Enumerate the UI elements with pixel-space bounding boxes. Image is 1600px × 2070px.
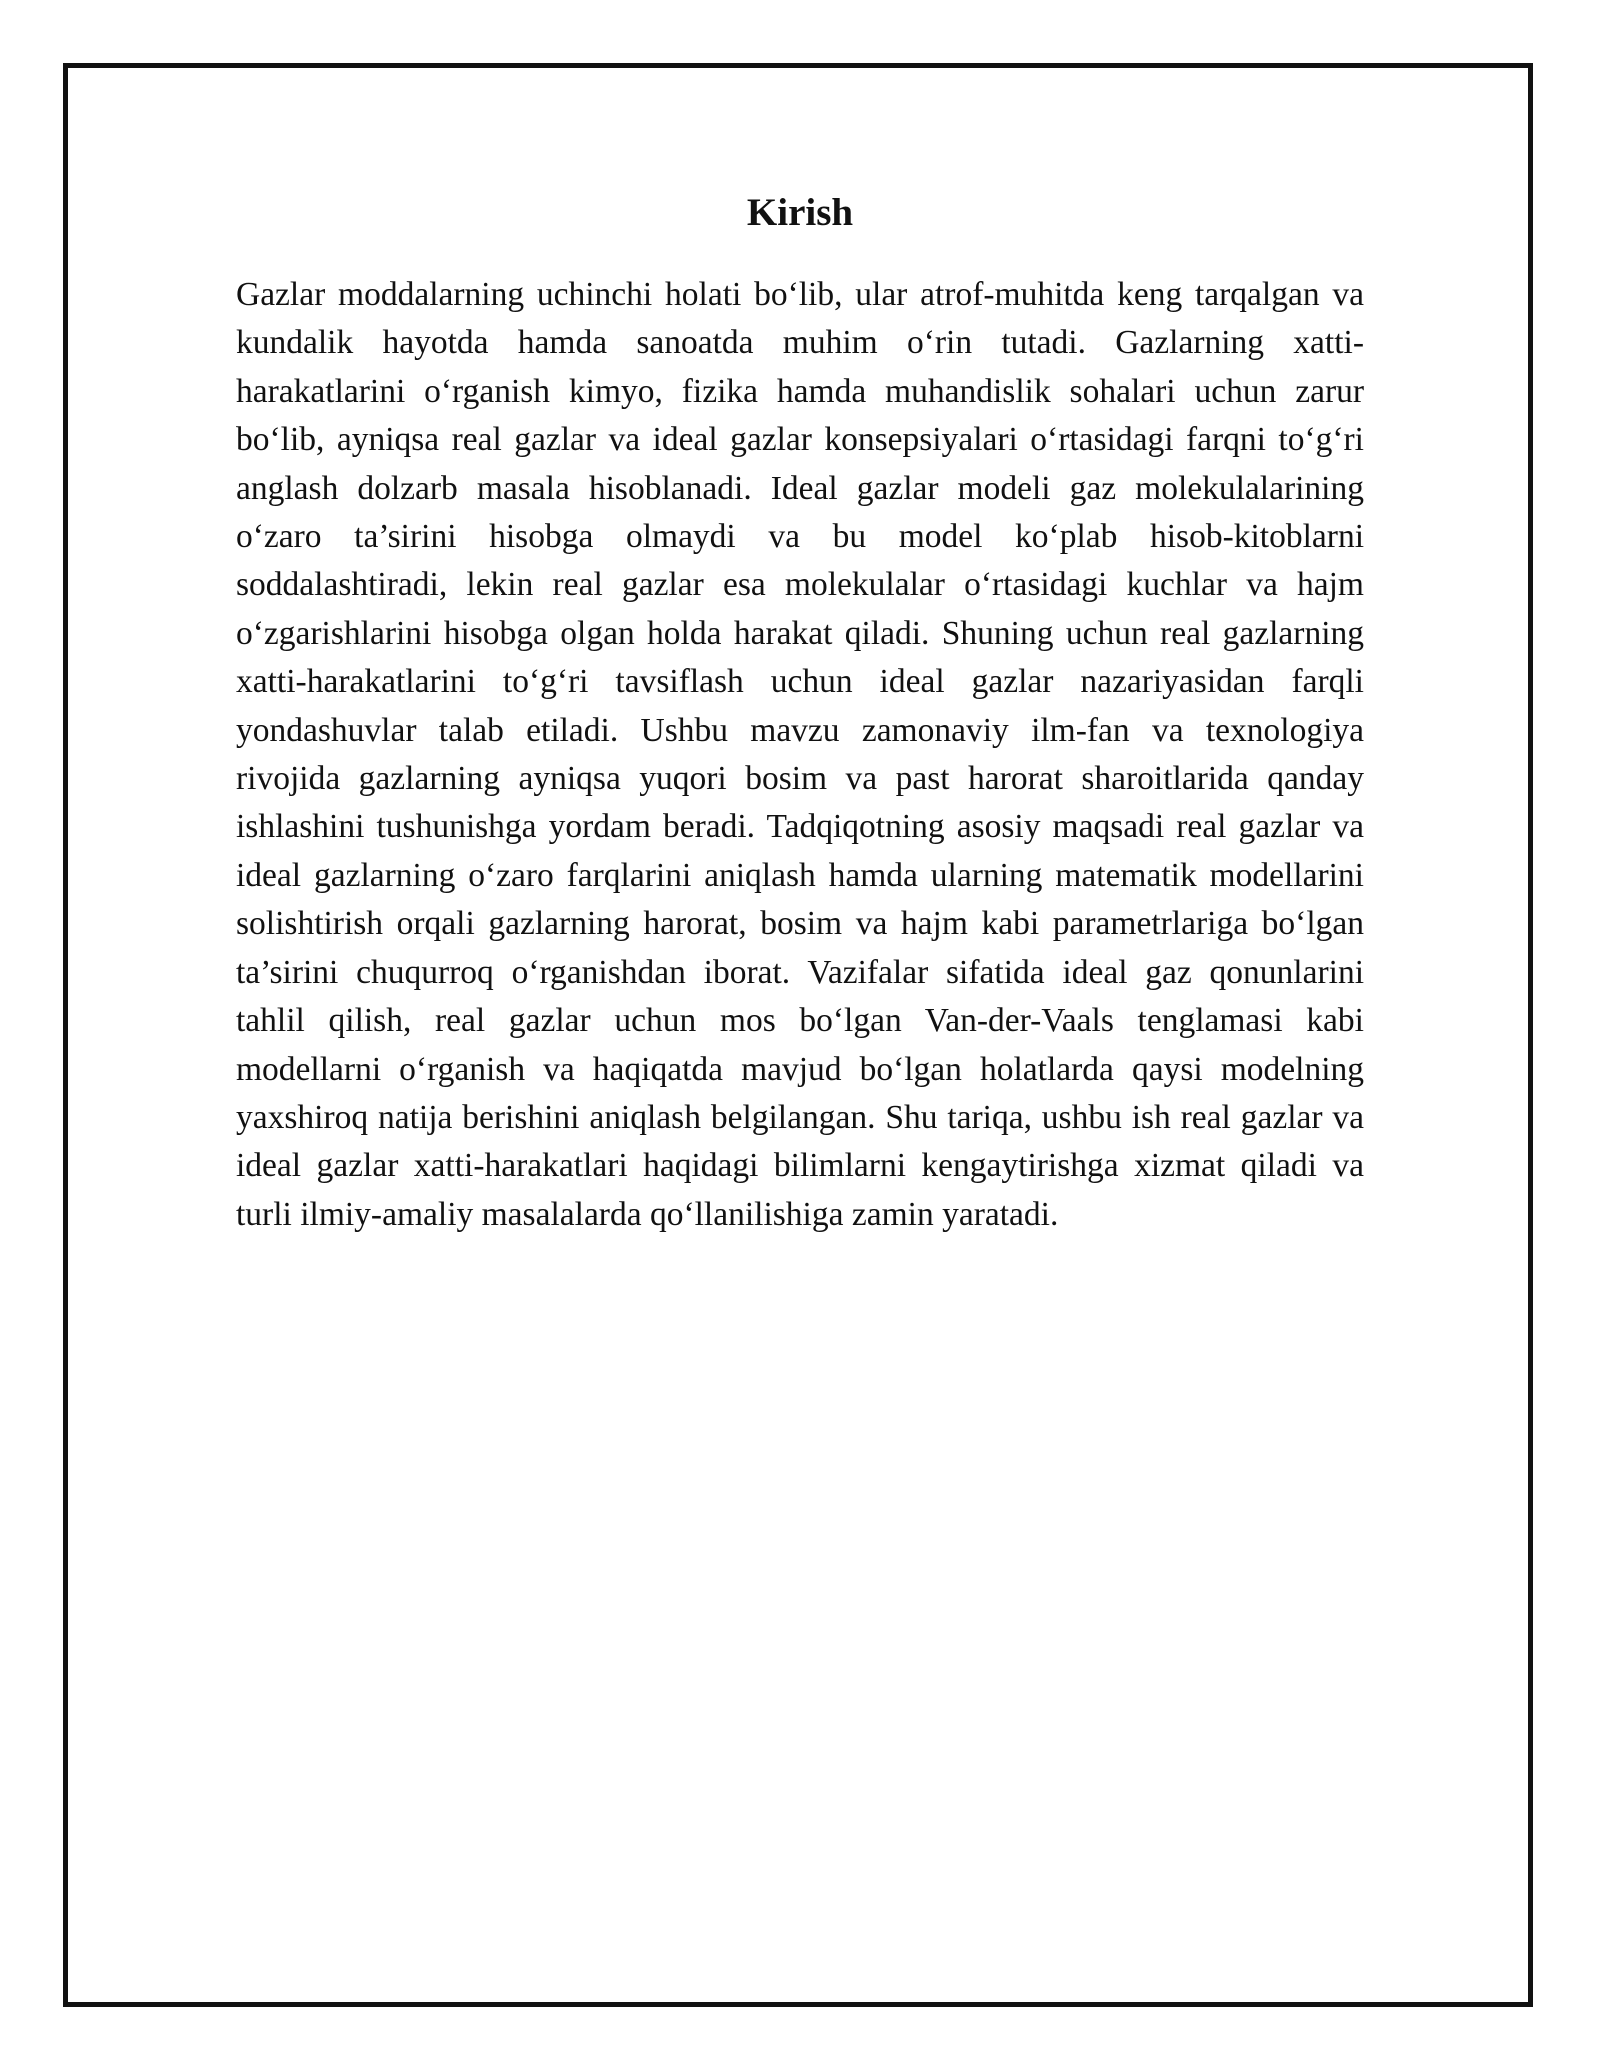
page-content [236,185,1364,1239]
page-title: Kirish [746,191,854,234]
body-paragraph: Gazlar moddalarning uchinchi holati bo‘lib, ular atrof-muhitda keng tarqalgan va kundalik hayotda hamda sanoatda muhim o‘rin tutadi. Gazlarning xatti-harakatlarini o‘rganish kimyo, fizika hamda muhandislik sohalari uchun zarur bo‘lib, ayniqsa real gazlar va ideal gazlar konsepsiyalari o‘rtasidagi farqni to‘g‘ri anglash dolzarb masala hisoblanadi. Ideal gazlar modeli gaz molekulalarining o‘zaro ta’sirini hisobga olmaydi va bu model ko‘plab hisob-kitoblarni soddalashtiradi, lekin real gazlar esa molekulalar o‘rtasidagi kuchlar va hajm o‘zgarishlarini hisobga olgan holda harakat qiladi. Shuning uchun real gazlarning xatti-harakatlarini to‘g‘ri tavsiflash uchun ideal gazlar nazariyasidan farqli yondashuvlar talab etiladi. Ushbu mavzu zamonaviy ilm-fan va texnologiya rivojida gazlarning ayniqsa yuqori bosim va past harorat sharoitlarida qanday ishlashini tushunishga yordam beradi. Tadqiqotning asosiy maqsadi real gazlar va ideal gazlarning o‘zaro farqlarini aniqlash hamda ularning matematik modellarini solishtirish orqali gazlarning harorat, bosim va hajm kabi parametrlariga bo‘lgan ta’sirini chuqurroq o‘rganishdan iborat. Vazifalar sifatida ideal gaz qonunlarini tahlil qilish, real gazlar uchun mos bo‘lgan Van-der-Vaals tenglamasi kabi modellarni o‘rganish va haqiqatda mavjud bo‘lgan holatlarda qaysi modelning yaxshiroq natija berishini aniqlash belgilangan. Shu tariqa, ushbu ish real gazlar va ideal gazlar xatti-harakatlari haqidagi bilimlarni kengaytirishga xizmat qiladi va turli ilmiy-amaliy masalalarda qo‘llanilishiga zamin yaratadi. [236,276,1364,1233]
